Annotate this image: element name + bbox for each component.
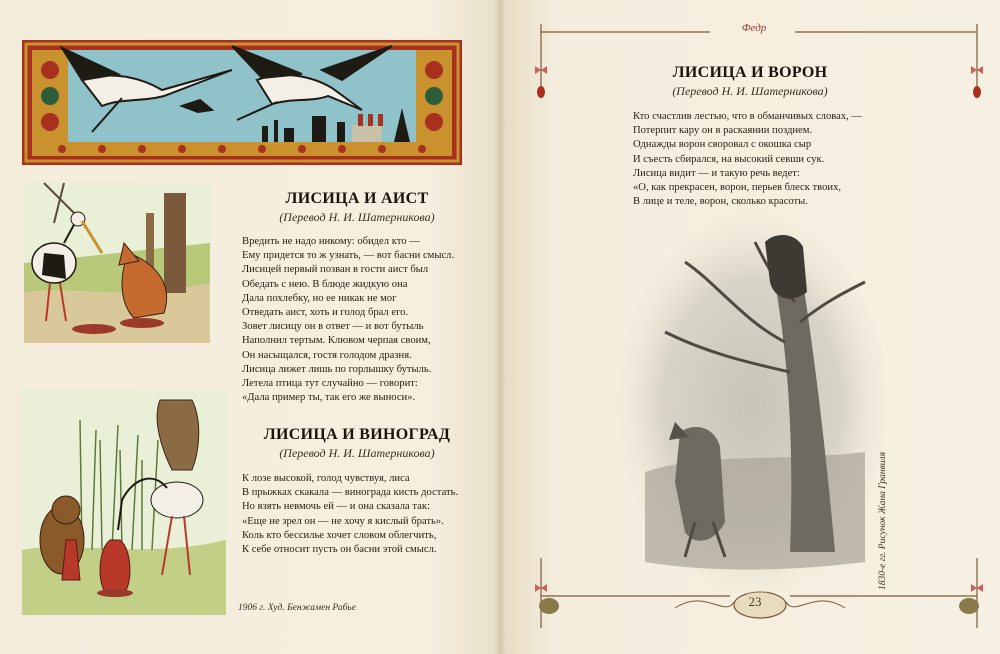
illustration-caption-left: 1906 г. Худ. Бенжамен Рабье — [238, 603, 356, 613]
verse-line: В лице и теле, ворон, сколько красоты. — [633, 196, 808, 208]
verse-line: Кто счастлив лестью, что в обманчивых словах, — — [633, 111, 863, 122]
page-number: 23 — [748, 594, 762, 609]
verse-line: Обедать с нею. В блюде жидкую она — [242, 278, 408, 290]
verse-line: «О, как прекрасен, ворон, перьев блеск твоих, — [633, 182, 842, 194]
fox-and-raven-engraving — [625, 222, 880, 587]
verse-line: Лисица лижет лишь по горлышку бутыль. — [242, 363, 432, 375]
verse-line: Потерпит кару он в раскаянии позднем. — [633, 125, 813, 137]
verse-line: Однажды ворон своровал с окошка сыр — [633, 139, 812, 151]
verse-line: Лисица видит — и такую речь ведет: — [633, 167, 800, 179]
poem-text-fox-and-stork — [242, 235, 454, 405]
verse-line: Вредить не надо никому: обидел кто — — [242, 236, 420, 247]
verse-line: И съесть сбирался, на высокий севши сук. — [633, 153, 825, 165]
verse-line: Но взять невмочь ей — и она сказала так: — [242, 501, 430, 513]
verse-line: Он насыщался, гостя голодом дразня. — [242, 349, 412, 361]
verse-line: К лозе высокой, голод чувствуя, лиса — [242, 473, 410, 484]
poem-title-fox-and-stork: ЛИСИЦА И АИСТ — [285, 190, 429, 207]
verse-line: «Дала пример ты, так его же выноси». — [242, 392, 416, 404]
translator-credit-fox-and-grapes: (Перевод Н. И. Шатерникова) — [279, 446, 435, 460]
stork-header-illustration — [22, 40, 462, 165]
translator-credit-fox-and-stork: (Перевод Н. И. Шатерникова) — [279, 210, 435, 224]
verse-line: Ему придется то ж узнать, — вот басни смысл. — [242, 250, 455, 262]
verse-line: Наполнил тертым. Клювом черпая своим, — [242, 335, 431, 347]
poem-title-fox-and-grapes: ЛИСИЦА И ВИНОГРАД — [263, 426, 451, 443]
verse-line: Летела птица тут случайно — говорит: — [242, 378, 418, 390]
verse-line: К себе относит пусть он басни этой смысл. — [242, 544, 437, 556]
fox-and-stork-illustration — [24, 183, 210, 343]
poem-text-fox-and-grapes — [242, 472, 458, 557]
verse-line: Зовет лисицу он в ответ — и вот бутыль — [242, 321, 424, 333]
verse-line: Лисицей первый позван в гости аист был — [242, 264, 429, 276]
verse-line: Дала похлебку, но ее никак не мог — [242, 292, 397, 304]
poem-text-fox-and-raven — [633, 110, 862, 209]
poem-title-fox-and-raven: ЛИСИЦА И ВОРОН — [672, 64, 828, 81]
translator-credit-fox-and-raven: (Перевод Н. И. Шатерникова) — [672, 84, 828, 98]
verse-line: Отведать аист, хоть и голод брал его. — [242, 307, 409, 319]
verse-line: «Еще не зрел он — не хочу я кислый брать». — [242, 515, 444, 527]
fox-and-grapes-illustration — [22, 390, 226, 615]
verse-line: Коль кто бессилье хочет словом облегчить, — [242, 529, 437, 541]
running-head-author: Федр — [741, 22, 767, 34]
illustration-caption-right — [878, 578, 888, 590]
book-gutter — [494, 0, 506, 654]
verse-line: В прыжках скакала — винограда кисть достать. — [242, 487, 459, 499]
